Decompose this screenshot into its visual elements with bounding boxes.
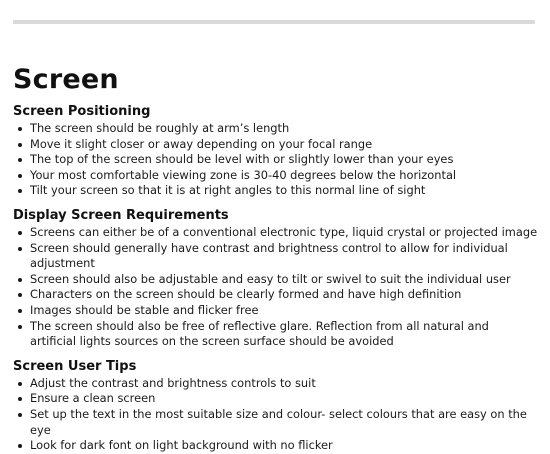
list-item: Move it slight closer or away depending on your focal range <box>30 137 538 153</box>
bullet-list <box>13 121 538 199</box>
list-item: Tilt your screen so that it is at right angles to this normal line of sight <box>30 183 538 199</box>
page-title: Screen <box>13 64 119 95</box>
section-heading: Screen Positioning <box>13 104 151 119</box>
list-item: Look for dark font on light background with no flicker <box>30 438 538 454</box>
list-item: Characters on the screen should be clearly formed and have high definition <box>30 287 538 303</box>
list-item: Adjust the contrast and brightness controls to suit <box>30 376 538 392</box>
bullet-list <box>13 376 538 454</box>
list-item: Screen should also be adjustable and easy to tilt or swivel to suit the individual user <box>30 272 538 288</box>
list-item: Images should be stable and flicker free <box>30 303 538 319</box>
list-item: The top of the screen should be level with or slightly lower than your eyes <box>30 152 538 168</box>
list-item: The screen should be roughly at arm’s length <box>30 121 538 137</box>
list-item: Set up the text in the most suitable size and colour- select colours that are easy on the eye <box>30 407 538 438</box>
list-item: The screen should also be free of reflective glare. Reflection from all natural and artificial lights sources on the screen surface should be avoided <box>30 319 538 350</box>
main-content <box>13 62 538 454</box>
section-screen-user-tips <box>13 358 538 454</box>
list-item: Screens can either be of a conventional electronic type, liquid crystal or projected image <box>30 224 538 239</box>
list-item: Screen should generally have contrast and brightness control to allow for individual adjustment <box>30 241 538 272</box>
bullet-list <box>13 225 538 350</box>
section-heading: Display Screen Requirements <box>13 207 229 223</box>
list-item: Your most comfortable viewing zone is 30-40 degrees below the horizontal <box>30 168 538 184</box>
list-item: Ensure a clean screen <box>30 391 538 407</box>
top-divider <box>13 20 535 24</box>
section-screen-positioning <box>13 103 538 199</box>
section-display-screen-requirements <box>13 207 538 350</box>
section-heading: Screen User Tips <box>13 358 137 374</box>
